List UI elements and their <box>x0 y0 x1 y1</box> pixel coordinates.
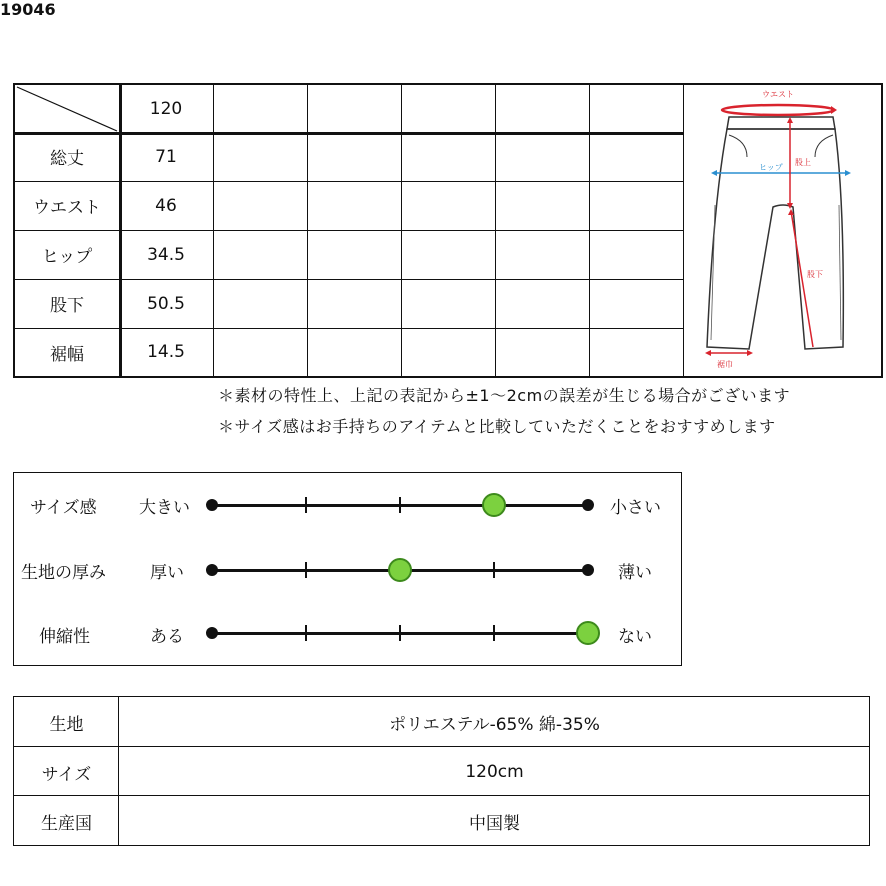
size-table <box>13 83 883 378</box>
material-table <box>13 696 870 846</box>
row-value-inseam: 50.5 <box>147 293 185 314</box>
feel-tick <box>305 625 307 641</box>
feel-left-thickness: 厚い <box>150 563 184 583</box>
material-label-fabric: 生地 <box>49 714 84 735</box>
material-value-fabric: ポリエステル-65% 綿-35% <box>389 714 600 735</box>
feel-chart <box>13 472 682 666</box>
feel-left-stretch: ある <box>150 627 184 647</box>
row-value-length: 71 <box>155 146 177 167</box>
material-value-origin: 中国製 <box>469 813 520 834</box>
feel-end-left <box>206 564 218 576</box>
material-row <box>14 795 869 846</box>
row-value-waist: 46 <box>155 195 177 216</box>
diagram-rise-label: 股上 <box>795 158 811 167</box>
feel-left-size: 大きい <box>139 498 190 518</box>
material-label-size: サイズ <box>41 764 92 785</box>
feel-tick <box>493 625 495 641</box>
feel-tick <box>493 562 495 578</box>
feel-end-left <box>206 627 218 639</box>
feel-right-thickness: 薄い <box>618 563 652 583</box>
material-row <box>14 697 869 747</box>
row-label-hip: ヒップ <box>41 247 93 267</box>
feel-marker-size <box>482 493 506 517</box>
feel-end-right <box>582 499 594 511</box>
feel-right-size: 小さい <box>610 498 661 518</box>
feel-tick <box>305 497 307 513</box>
feel-tick <box>399 625 401 641</box>
material-row <box>14 746 869 797</box>
diagram-inseam-label: 股下 <box>807 270 823 279</box>
material-value-size: 120cm <box>465 762 524 782</box>
diagram-waist-label: ウエスト <box>762 90 794 99</box>
size-header: 120 <box>149 98 183 119</box>
row-value-hem: 14.5 <box>147 342 185 362</box>
diagram-hip-label: ヒップ <box>759 163 783 172</box>
note-comparison: ＊サイズ感はお手持ちのアイテムと比較していただくことをおすすめします <box>218 417 776 436</box>
material-label-origin: 生産国 <box>41 813 92 834</box>
feel-label-thickness: 生地の厚み <box>21 563 106 583</box>
row-label-hem: 裾幅 <box>50 344 84 365</box>
feel-label-size: サイズ感 <box>30 498 97 518</box>
feel-label-stretch: 伸縮性 <box>39 627 90 647</box>
note-tolerance: ＊素材の特性上、上記の表記から±1～2cmの誤差が生じる場合がございます <box>218 386 791 405</box>
pants-diagram <box>685 85 881 376</box>
feel-marker-thickness <box>388 558 412 582</box>
row-label-length: 総丈 <box>50 149 84 169</box>
feel-marker-stretch <box>576 621 600 645</box>
row-value-hip: 34.5 <box>147 244 185 265</box>
row-label-waist: ウエスト <box>33 198 101 218</box>
diagram-hem-label: 裾巾 <box>717 360 733 369</box>
product-code: 19046 <box>0 0 56 19</box>
header-diagonal <box>15 85 119 133</box>
feel-end-left <box>206 499 218 511</box>
feel-right-stretch: ない <box>618 627 652 647</box>
feel-end-right <box>582 564 594 576</box>
feel-tick <box>399 497 401 513</box>
feel-tick <box>305 562 307 578</box>
row-label-inseam: 股下 <box>50 296 84 316</box>
